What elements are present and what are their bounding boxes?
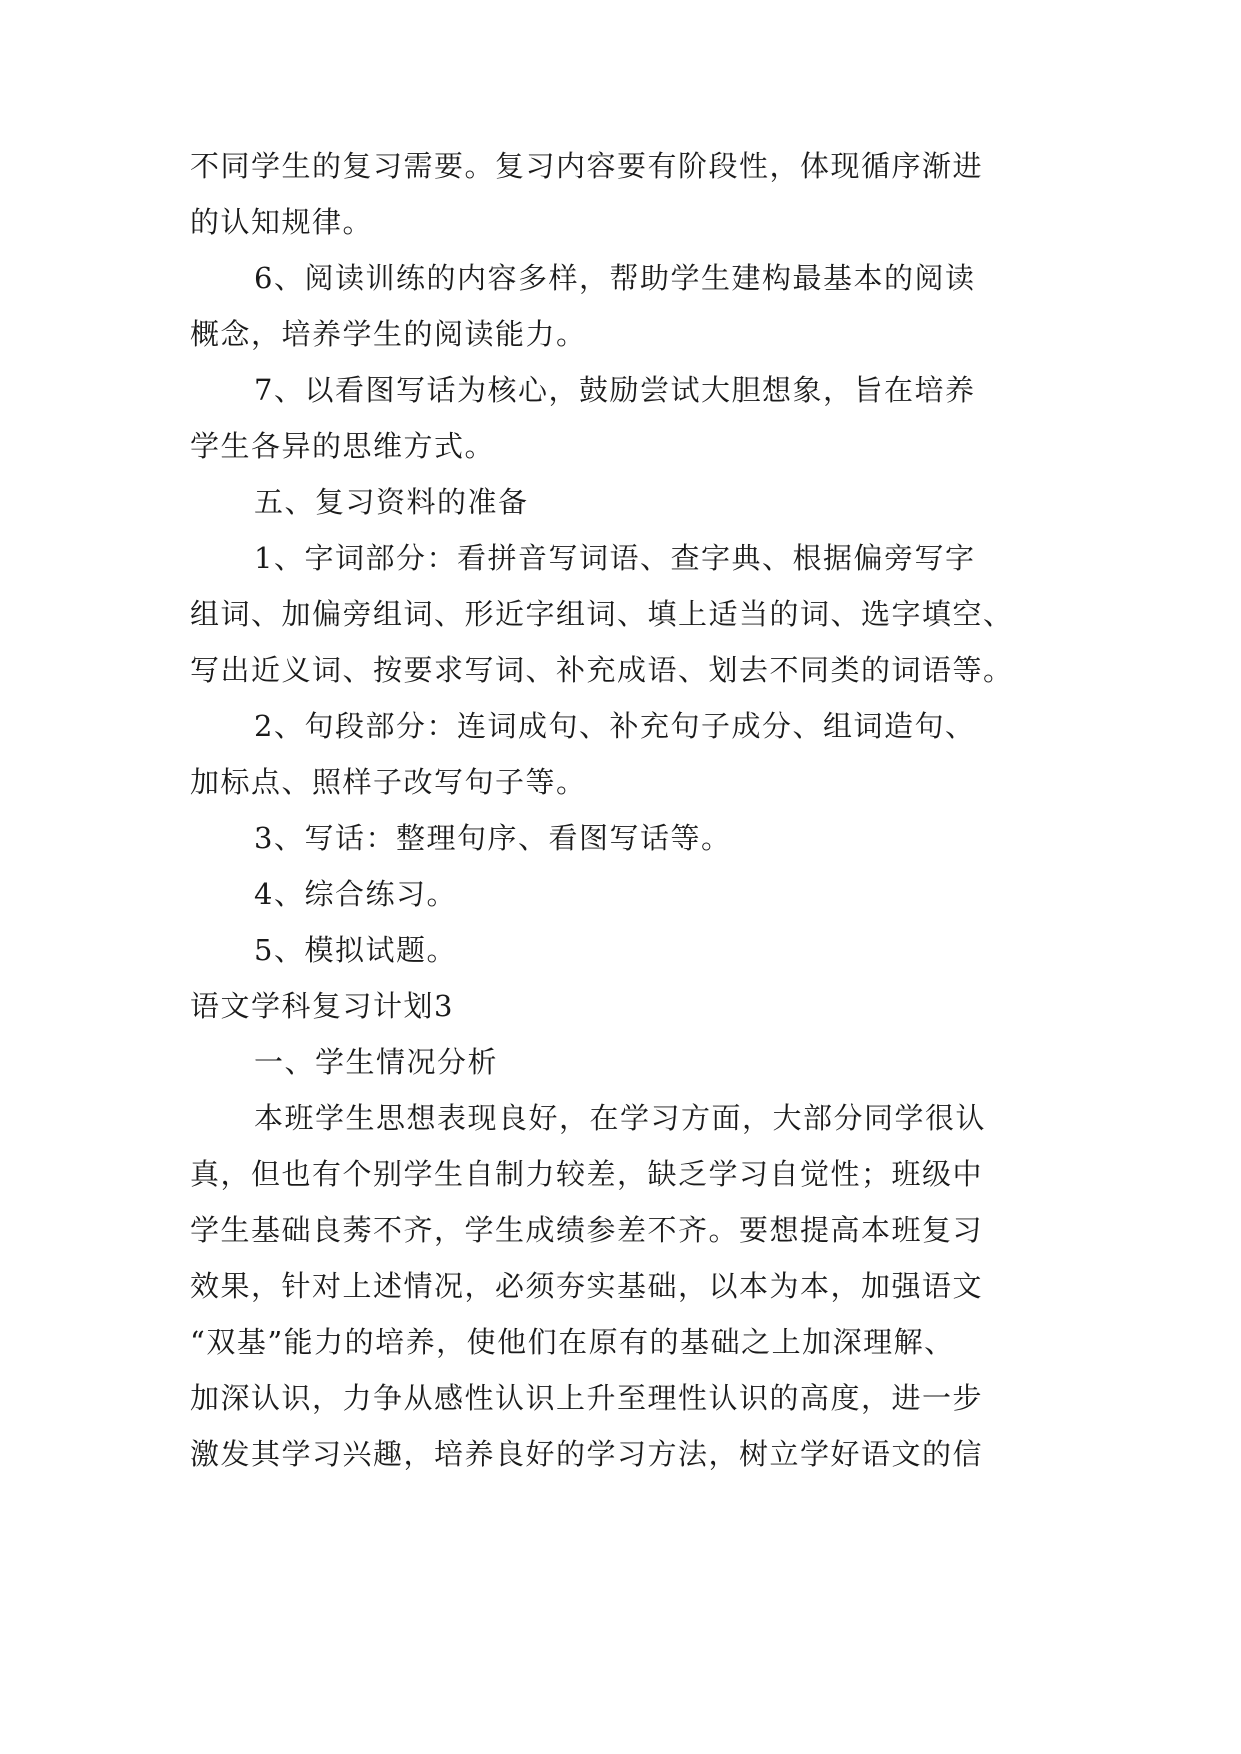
paragraph-line: 4、综合练习。 [254,877,457,911]
paragraph-line: 2、句段部分：连词成句、补充句子成分、组词造句、 [254,709,976,743]
paragraph-line: 效果，针对上述情况，必须夯实基础，以本为本，加强语文 [190,1269,984,1303]
paragraph-line: “双基”能力的培养，使他们在原有的基础之上加深理解、 [190,1325,955,1359]
paragraph-line: 本班学生思想表现良好，在学习方面，大部分同学很认 [254,1101,987,1135]
paragraph-line: 概念，培养学生的阅读能力。 [190,317,587,351]
section-heading: 五、复习资料的准备 [254,485,529,519]
paragraph-line: 3、写话：整理句序、看图写话等。 [254,821,732,855]
paragraph-line: 不同学生的复习需要。复习内容要有阶段性，体现循序渐进 [190,149,984,183]
paragraph-line: 5、模拟试题。 [254,933,457,967]
paragraph-line: 学生各异的思维方式。 [190,429,496,463]
paragraph-line: 加深认识，力争从感性认识上升至理性认识的高度，进一步 [190,1381,984,1415]
paragraph-line: 组词、加偏旁组词、形近字组词、填上适当的词、选字填空、 [190,597,1014,631]
paragraph-line: 激发其学习兴趣，培养良好的学习方法，树立学好语文的信 [190,1437,984,1471]
paragraph-line: 1、字词部分：看拼音写词语、查字典、根据偏旁写字 [254,541,976,575]
paragraph-line: 的认知规律。 [190,205,374,239]
paragraph-line: 6、阅读训练的内容多样，帮助学生建构最基本的阅读 [254,261,976,295]
paragraph-line: 学生基础良莠不齐，学生成绩参差不齐。要想提高本班复习 [190,1213,984,1247]
paragraph-line: 7、以看图写话为核心，鼓励尝试大胆想象，旨在培养 [254,373,976,407]
paragraph-line: 加标点、照样子改写句子等。 [190,765,587,799]
paragraph-line: 写出近义词、按要求写词、补充成语、划去不同类的词语等。 [190,653,1014,687]
document-title: 语文学科复习计划3 [190,989,454,1023]
paragraph-line: 真，但也有个别学生自制力较差，缺乏学习自觉性；班级中 [190,1157,984,1191]
section-heading: 一、学生情况分析 [254,1045,499,1079]
